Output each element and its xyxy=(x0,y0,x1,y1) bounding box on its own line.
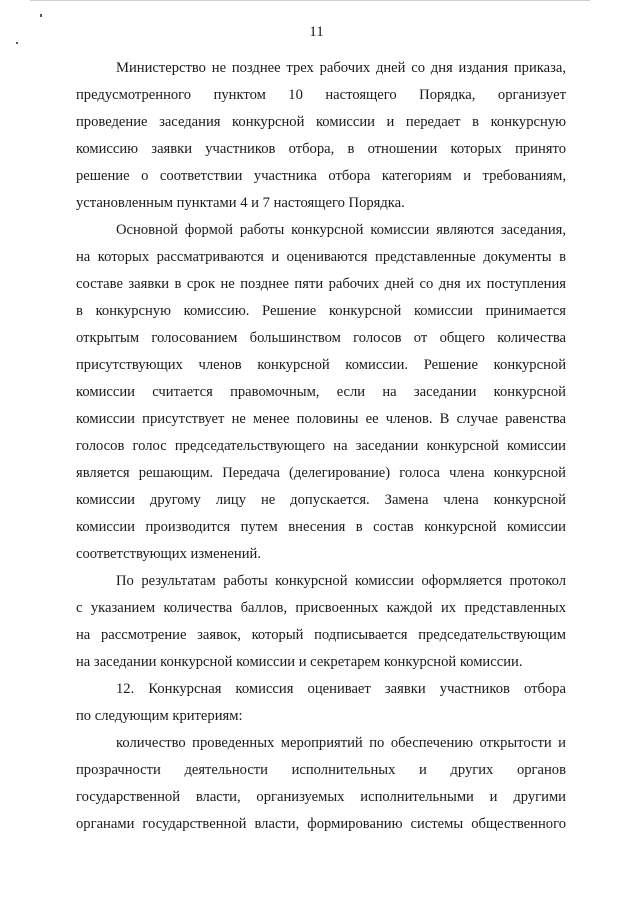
text-line: составе заявки в срок не позднее пяти рабочих дней со дня их поступления xyxy=(76,276,566,292)
text-line: на рассмотрение заявок, который подписывается председательствующим xyxy=(76,627,566,643)
text-line: Министерство не позднее трех рабочих дней со дня издания приказа, xyxy=(116,60,566,76)
text-line: установленным пунктами 4 и 7 настоящего Порядка. xyxy=(76,195,405,211)
text-line: органами государственной власти, формированию системы общественного xyxy=(76,816,566,832)
paragraph xyxy=(76,568,566,676)
scan-speck xyxy=(40,14,42,17)
text-line: проведение заседания конкурсной комиссии и передает в конкурсную xyxy=(76,114,566,130)
text-line: комиссии считается правомочным, если на заседании конкурсной xyxy=(76,384,566,400)
text-line: голосов голос председательствующего на заседании конкурсной комиссии xyxy=(76,438,566,454)
text-line: комиссии присутствует не менее половины ее членов. В случае равенства xyxy=(76,411,566,427)
paragraph xyxy=(76,217,566,568)
document-body xyxy=(76,55,566,838)
text-line: решение о соответствии участника отбора категориям и требованиям, xyxy=(76,168,566,184)
text-line: соответствующих изменений. xyxy=(76,546,261,562)
text-line: является решающим. Передача (делегирование) голоса члена конкурсной xyxy=(76,465,566,481)
text-line: в конкурсную комиссию. Решение конкурсной комиссии принимается xyxy=(76,303,566,319)
text-line: на заседании конкурсной комиссии и секретарем конкурсной комиссии. xyxy=(76,654,523,670)
text-line: количество проведенных мероприятий по обеспечению открытости и xyxy=(116,735,566,751)
text-line: открытым голосованием большинством голосов от общего количества xyxy=(76,330,566,346)
paragraph xyxy=(76,730,566,838)
text-line: предусмотренного пунктом 10 настоящего Порядка, организует xyxy=(76,87,566,103)
text-line: Основной формой работы конкурсной комиссии являются заседания, xyxy=(116,222,566,238)
text-line: комиссии производится путем внесения в состав конкурсной комиссии xyxy=(76,519,566,535)
text-line: прозрачности деятельности исполнительных и других органов xyxy=(76,762,566,778)
text-line: государственной власти, организуемых исполнительными и другими xyxy=(76,789,566,805)
text-line: по следующим критериям: xyxy=(76,708,243,724)
text-line: комиссии другому лицу не допускается. Замена члена конкурсной xyxy=(76,492,566,508)
paragraph xyxy=(76,676,566,730)
scan-speck xyxy=(16,42,18,44)
text-line: 12. Конкурсная комиссия оценивает заявки участников отбора xyxy=(116,681,566,697)
text-line: на которых рассматриваются и оцениваются представленные документы в xyxy=(76,249,566,265)
page-number: 11 xyxy=(309,24,324,40)
scan-edge-line xyxy=(30,0,590,1)
text-line: присутствующих членов конкурсной комиссии. Решение конкурсной xyxy=(76,357,566,373)
text-line: По результатам работы конкурсной комиссии оформляется протокол xyxy=(116,573,566,589)
text-line: комиссию заявки участников отбора, в отношении которых принято xyxy=(76,141,566,157)
text-line: с указанием количества баллов, присвоенных каждой их представленных xyxy=(76,600,566,616)
paragraph xyxy=(76,55,566,217)
